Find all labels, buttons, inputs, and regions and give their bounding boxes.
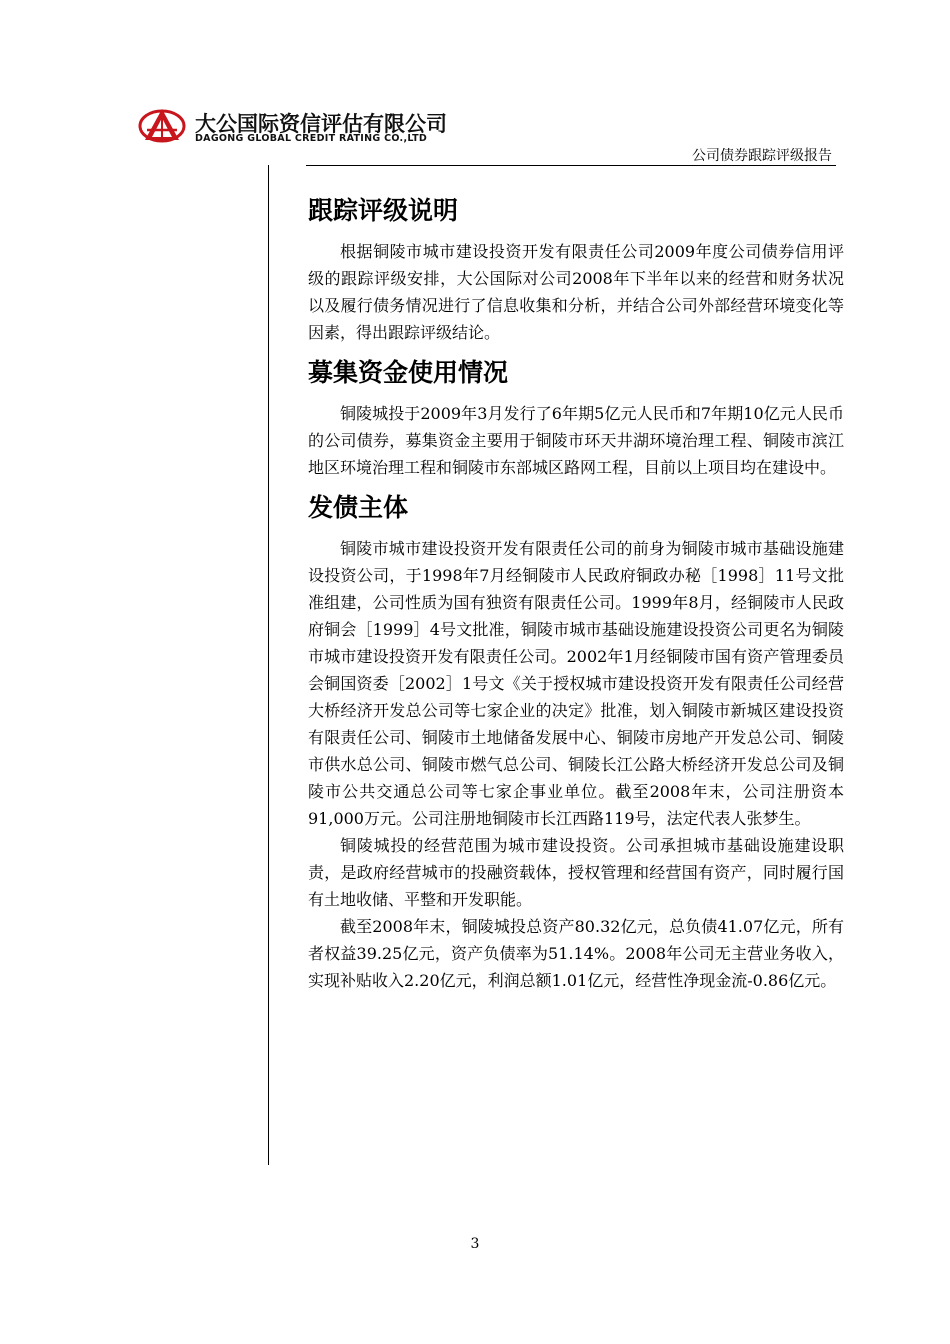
paragraph: 铜陵城投于2009年3月发行了6年期5亿元人民币和7年期10亿元人民币的公司债券，募集资金主要用于铜陵市环天井湖环境治理工程、铜陵市滨江地区环境治理工程和铜陵市东部城区路网工程，目前以上项目均在建设中。 (308, 404, 844, 477)
section-title: 跟踪评级说明 (308, 196, 459, 225)
report-type-header: 公司债券跟踪评级报告 (692, 148, 832, 164)
paragraph: 截至2008年末，铜陵城投总资产80.32亿元，总负债41.07亿元，所有者权益39.25亿元，资产负债率为51.14%。2008年公司无主营业务收入，实现补贴收入2.20亿元，利润总额1.01亿元，经营性净现金流-0.86亿元。 (308, 917, 844, 990)
header-divider (306, 165, 836, 166)
dagong-logo-icon (137, 106, 187, 146)
paragraph: 铜陵市城市建设投资开发有限责任公司的前身为铜陵市城市基础设施建设投资公司，于1998年7月经铜陵市人民政府铜政办秘［1998］11号文批准组建，公司性质为国有独资有限责任公司。1999年8月，经铜陵市人民政府铜会［1999］4号文批准，铜陵市城市基础设施建设投资公司更名为铜陵市城市建设投资开发有限责任公司。2002年1月经铜陵市国有资产管理委员会铜国资委［2002］1号文《关于授权城市建设投资开发有限责任公司经营大桥经济开发总公司等七家企业的决定》批准，划入铜陵市新城区建设投资有限责任公司、铜陵市土地储备发展中心、铜陵市房地产开发总公司、铜陵市供水总公司、铜陵市燃气总公司、铜陵长江公路大桥经济开发总公司及铜陵市公共交通总公司等七家企事业单位。截至2008年末，公司注册资本91,000万元。公司注册地铜陵市长江西路119号，法定代表人张梦生。 (308, 539, 844, 828)
page-number: 3 (470, 1236, 480, 1252)
logo-company-name-en: DAGONG GLOBAL CREDIT RATING CO.,LTD (195, 133, 428, 144)
section-tracking-rating (308, 194, 844, 346)
logo-company-name-cn: 大公国际资信评估有限公司 (195, 112, 447, 136)
left-margin-rule (268, 165, 269, 1165)
section-fund-usage (308, 356, 844, 481)
company-logo (137, 106, 447, 150)
paragraph: 铜陵城投的经营范围为城市建设投资。公司承担城市基础设施建设职责，是政府经营城市的投融资载体，授权管理和经营国有资产，同时履行国有土地收储、平整和开发职能。 (308, 836, 844, 909)
section-issuer (308, 491, 844, 994)
section-title: 发债主体 (308, 493, 409, 522)
section-title: 募集资金使用情况 (308, 358, 509, 387)
paragraph: 根据铜陵市城市建设投资开发有限责任公司2009年度公司债券信用评级的跟踪评级安排，大公国际对公司2008年下半年以来的经营和财务状况以及履行债务情况进行了信息收集和分析，并结合公司外部经营环境变化等因素，得出跟踪评级结论。 (308, 242, 844, 342)
main-content (308, 188, 844, 1004)
